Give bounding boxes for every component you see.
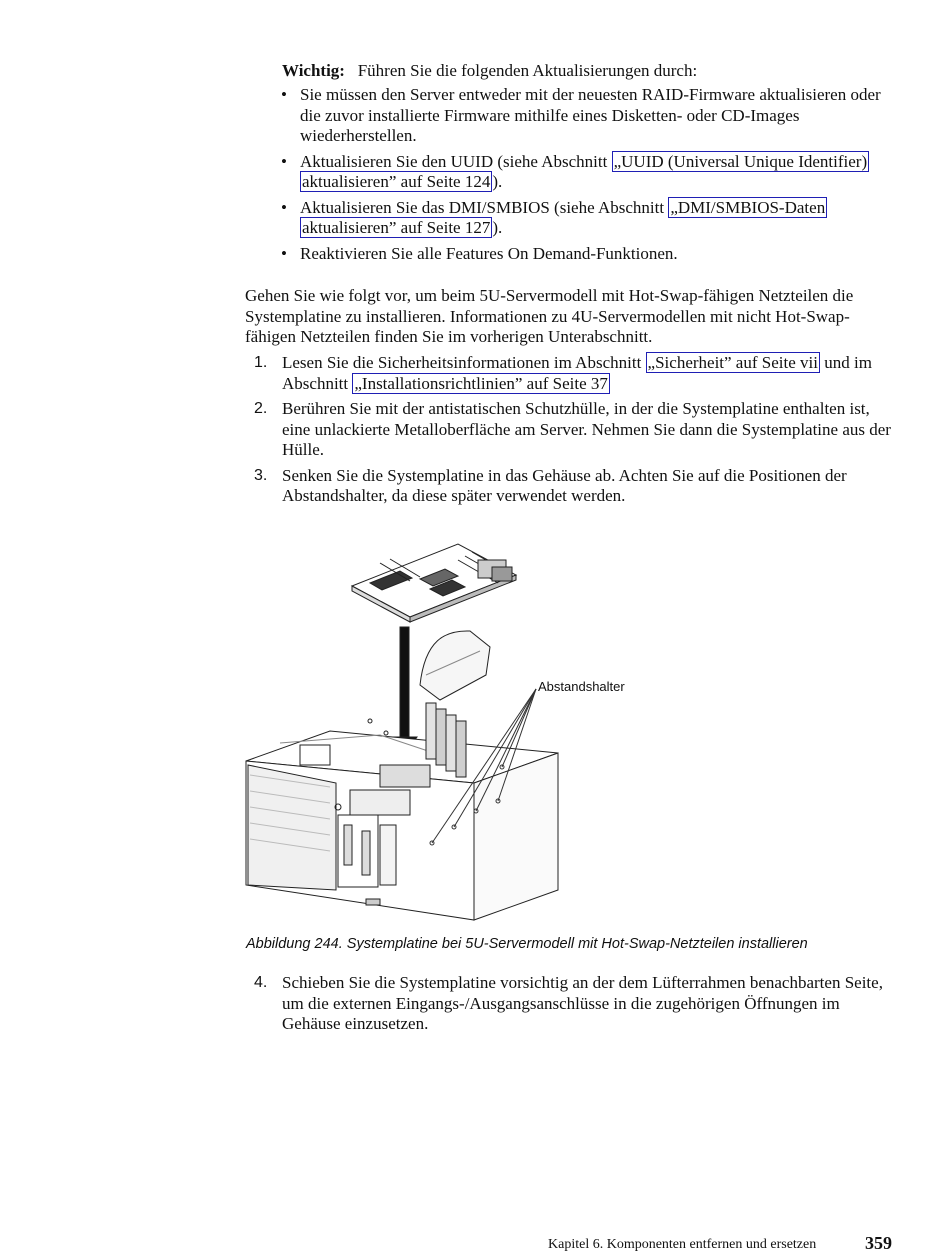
list-item [281,244,893,265]
uuid-link[interactable]: „UUID (Universal Unique Identifier) aktualisieren” auf Seite 124 [302,151,868,191]
step-list-continued [254,973,894,1040]
intro-paragraph: Gehen Sie wie folgt vor, um beim 5U-Servermodell mit Hot-Swap-fähigen Netzteilen die Systemplatine zu installieren. Informationen zu 4U-Servermodellen mit nicht Hot-Swap-fähigen Netzteilen finden Sie im vorherigen Unterabschnitt. [245,286,854,346]
step-number: 2. [254,400,268,417]
bullet-text: Aktualisieren Sie den UUID (siehe Abschnitt [300,151,612,171]
note-text: Führen Sie die folgenden Aktualisierungen durch: [357,61,698,80]
bullet-text: Aktualisieren Sie das DMI/SMBIOS (siehe Abschnitt [300,197,669,217]
server-chassis-illustration [240,535,640,927]
bullet-dot: • [281,85,287,104]
installation-guidelines-link[interactable]: „Installationsrichtlinien” auf Seite 37 [354,373,608,393]
bullet-text: Sie müssen den Server entweder mit der neuesten RAID-Firmware aktualisieren oder die zuvor installierte Firmware mithilfe eines Disketten- oder CD-Images wiederherstellen. [300,85,881,145]
safety-link[interactable]: „Sicherheit” auf Seite vii [647,353,818,372]
note-heading [282,61,894,82]
step-number: 4. [254,974,268,991]
chapter-title: Kapitel 6. Komponenten entfernen und ersetzen [548,1237,817,1252]
bullet-dot: • [281,243,287,263]
list-item [281,85,893,147]
bullet-text: Reaktivieren Sie alle Features On Demand-Funktionen. [300,243,678,263]
list-item [281,198,893,239]
page-number: 359 [865,1233,892,1253]
standoff-callout-label: Abstandshalter [538,679,625,694]
downward-arrow [392,627,417,755]
step-list [254,353,894,512]
bullet-dot: • [281,197,287,217]
step-text: Berühren Sie mit der antistatischen Schutzhülle, in der die Systemplatine enthalten ist, eine unlackierte Metalloberfläche am Server. Nehmen Sie dann die Systemplatine aus der Hülle. [282,399,891,459]
step-text-mid: und im Abschnitt [282,353,872,393]
step-number: 3. [254,466,268,484]
step-text: Lesen Sie die Sicherheitsinformationen im Abschnitt [282,353,646,372]
step-item [254,399,894,461]
step-item [254,466,894,507]
dmi-smbios-link[interactable]: „DMI/SMBIOS-Daten aktualisieren” auf Seite 127 [302,197,826,237]
figure-caption: Abbildung 244. Systemplatine bei 5U-Servermodell mit Hot-Swap-Netzteilen installieren [246,936,808,952]
note-bullet-list [281,85,893,269]
step-item [254,353,894,394]
bullet-text-end: ). [492,218,503,237]
step-text: Schieben Sie die Systemplatine vorsichtig an der dem Lüfterrahmen benachbarten Seite, um die externen Eingangs-/Ausgangsanschlüsse in die zugehörigen Öffnungen im Gehäuse einzusetzen. [282,973,883,1033]
system-board [352,544,516,622]
step-item [254,973,894,1035]
server-chassis [246,719,558,920]
step-text: Senken Sie die Systemplatine in das Gehäuse ab. Achten Sie auf die Positionen der Abstandshalter, da diese später verwendet werden. [282,465,847,505]
list-item [281,152,893,193]
bullet-text-end: ). [492,172,503,191]
step-number: 1. [254,354,268,371]
bullet-dot: • [281,151,287,171]
note-label: Wichtig: [282,61,345,80]
